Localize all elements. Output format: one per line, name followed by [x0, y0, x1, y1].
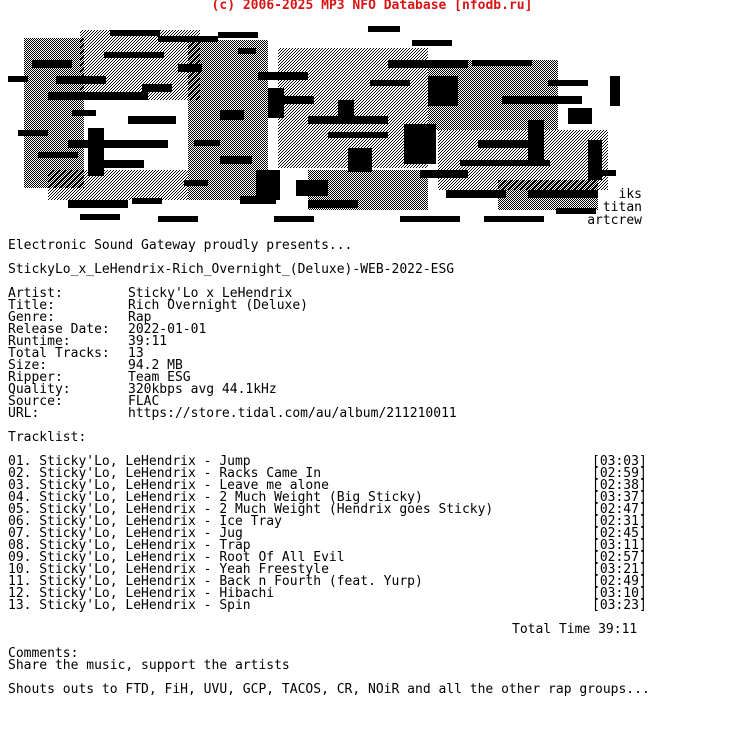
info-value: Rap	[128, 310, 152, 325]
track-title: 02. Sticky'Lo, LeHendrix - Racks Came In	[8, 466, 322, 481]
track-title: 10. Sticky'Lo, LeHendrix - Yeah Freestyle	[8, 562, 329, 577]
track-duration: [02:49]	[592, 574, 647, 589]
info-value: Sticky'Lo x LeHendrix	[128, 286, 293, 301]
track-title: 06. Sticky'Lo, LeHendrix - Ice Tray	[8, 514, 282, 529]
art-credits	[587, 188, 642, 227]
track-duration: [03:21]	[592, 562, 647, 577]
info-value: 13	[128, 346, 144, 361]
track-title: 05. Sticky'Lo, LeHendrix - 2 Much Weight (Hendrix goes Sticky)	[8, 502, 494, 517]
track-title: 13. Sticky'Lo, LeHendrix - Spin	[8, 598, 251, 613]
info-label: Ripper:	[8, 370, 63, 385]
intro-text: Electronic Sound Gateway proudly presents...	[8, 238, 353, 253]
site-header: (c) 2006-2025 MP3 NFO Database [nfodb.ru]	[211, 0, 533, 13]
track-duration: [03:37]	[592, 490, 647, 505]
info-url: https://store.tidal.com/au/album/211210011	[128, 406, 457, 421]
info-value: 39:11	[128, 334, 168, 349]
info-label: Runtime:	[8, 334, 71, 349]
info-value: 94.2 MB	[128, 358, 183, 373]
info-value: Team ESG	[128, 370, 191, 385]
comments-text: Share the music, support the artists	[8, 658, 290, 673]
track-duration: [02:38]	[592, 478, 647, 493]
track-duration: [03:10]	[592, 586, 647, 601]
info-value: FLAC	[128, 394, 160, 409]
track-title: 03. Sticky'Lo, LeHendrix - Leave me alone	[8, 478, 329, 493]
track-duration: [03:11]	[592, 538, 647, 553]
track-title: 11. Sticky'Lo, LeHendrix - Back n Fourth (feat. Yurp)	[8, 574, 423, 589]
info-label: Size:	[8, 358, 48, 373]
track-duration: [02:59]	[592, 466, 647, 481]
info-label: Source:	[8, 394, 63, 409]
track-title: 01. Sticky'Lo, LeHendrix - Jump	[8, 454, 251, 469]
track-title: 07. Sticky'Lo, LeHendrix - Jug	[8, 526, 243, 541]
track-duration: [03:23]	[592, 598, 647, 613]
track-duration: [02:47]	[592, 502, 647, 517]
info-label: Release Date:	[8, 322, 110, 337]
info-value: 2022-01-01	[128, 322, 207, 337]
info-value: Rich Overnight (Deluxe)	[128, 298, 309, 313]
total-time: Total Time 39:11	[512, 622, 638, 637]
track-title: 04. Sticky'Lo, LeHendrix - 2 Much Weight (Big Sticky)	[8, 490, 423, 505]
credit-titan: titan	[602, 200, 642, 215]
esg-ascii-art-logo-icon	[8, 20, 628, 230]
release-name: StickyLo_x_LeHendrix-Rich_Overnight_(Deluxe)-WEB-2022-ESG	[8, 262, 455, 277]
track-duration: [02:57]	[592, 550, 647, 565]
info-label: Genre:	[8, 310, 55, 325]
credit-iks: iks	[618, 187, 642, 202]
credit-artcrew: artcrew	[587, 213, 642, 228]
track-duration: [02:31]	[592, 514, 647, 529]
info-value: 320kbps avg 44.1kHz	[128, 382, 277, 397]
comments-heading: Comments:	[8, 646, 79, 661]
shoutouts-text: Shouts outs to FTD, FiH, UVU, GCP, TACOS, CR, NOiR and all the other rap groups...	[8, 682, 650, 697]
track-title: 08. Sticky'Lo, LeHendrix - Trap	[8, 538, 251, 553]
info-label: URL:	[8, 406, 40, 421]
track-duration: [02:45]	[592, 526, 647, 541]
info-label: Total Tracks:	[8, 346, 110, 361]
info-label: Artist:	[8, 286, 63, 301]
track-duration: [03:03]	[592, 454, 647, 469]
info-label: Quality:	[8, 382, 71, 397]
track-title: 09. Sticky'Lo, LeHendrix - Root Of All Evil	[8, 550, 345, 565]
info-label: Title:	[8, 298, 55, 313]
track-title: 12. Sticky'Lo, LeHendrix - Hibachi	[8, 586, 275, 601]
tracklist-heading: Tracklist:	[8, 430, 87, 445]
